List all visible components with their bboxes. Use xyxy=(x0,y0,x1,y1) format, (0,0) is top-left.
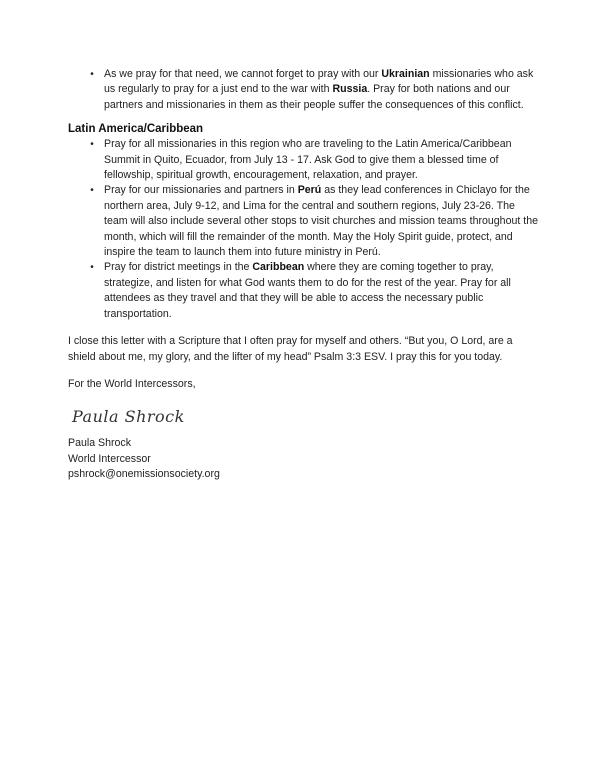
list-item: • Pray for our missionaries and partners in Perú as they lead conferences in Chiclayo for the northern area, July 9-12, and Lima for the central and southern regions, July 23-26. The team will also include several other stops to visit churches and mission teams throughout the month, which will fill the remainder of the month. May the Holy Spirit guide, protect, and inspire the team to launch them into future ministry in Perú. xyxy=(68,183,538,260)
handwritten-signature: Paula Shrock xyxy=(72,407,185,427)
bullet-icon: • xyxy=(90,262,94,274)
signer-name: Paula Shrock xyxy=(68,437,132,450)
bullet-icon: • xyxy=(90,139,94,151)
signer-email: pshrock@onemissionsociety.org xyxy=(68,468,220,481)
list-item: • As we pray for that need, we cannot forget to pray with our Ukrainian missionaries who ask us regularly to pray for a just end to the war with Russia. Pray for both nations and our partners and missionaries in them as their people suffer the consequences of this conflict. xyxy=(68,67,538,113)
signature-block xyxy=(68,436,538,482)
list-item: • Pray for district meetings in the Caribbean where they are coming together to pray, strategize, and listen for what God wants them to do for the rest of the year. Pray for all attendees as they travel and that they will be able to access the necessary public transportation. xyxy=(68,260,538,322)
salutation: For the World Intercessors, xyxy=(68,377,196,390)
section-heading: Latin America/Caribbean xyxy=(68,123,204,136)
bullet-icon: • xyxy=(90,185,94,197)
intro-bullet-list xyxy=(68,67,538,113)
closing-paragraph: I close this letter with a Scripture that I often pray for myself and others. “But you, O Lord, are a shield about me, my glory, and the lifter of my head” Psalm 3:3 ESV. I pray this for you today. xyxy=(68,335,513,363)
signer-title: World Intercessor xyxy=(68,452,151,465)
latin-america-bullet-list xyxy=(68,137,538,322)
list-item: • Pray for all missionaries in this region who are traveling to the Latin America/Caribbean Summit in Quito, Ecuador, from July 13 - 17. Ask God to give them a blessed time of fellowship, spiritual growth, encouragement, relaxation, and prayer. xyxy=(68,137,538,183)
bullet-icon: • xyxy=(90,69,94,80)
letter-content xyxy=(68,67,538,483)
